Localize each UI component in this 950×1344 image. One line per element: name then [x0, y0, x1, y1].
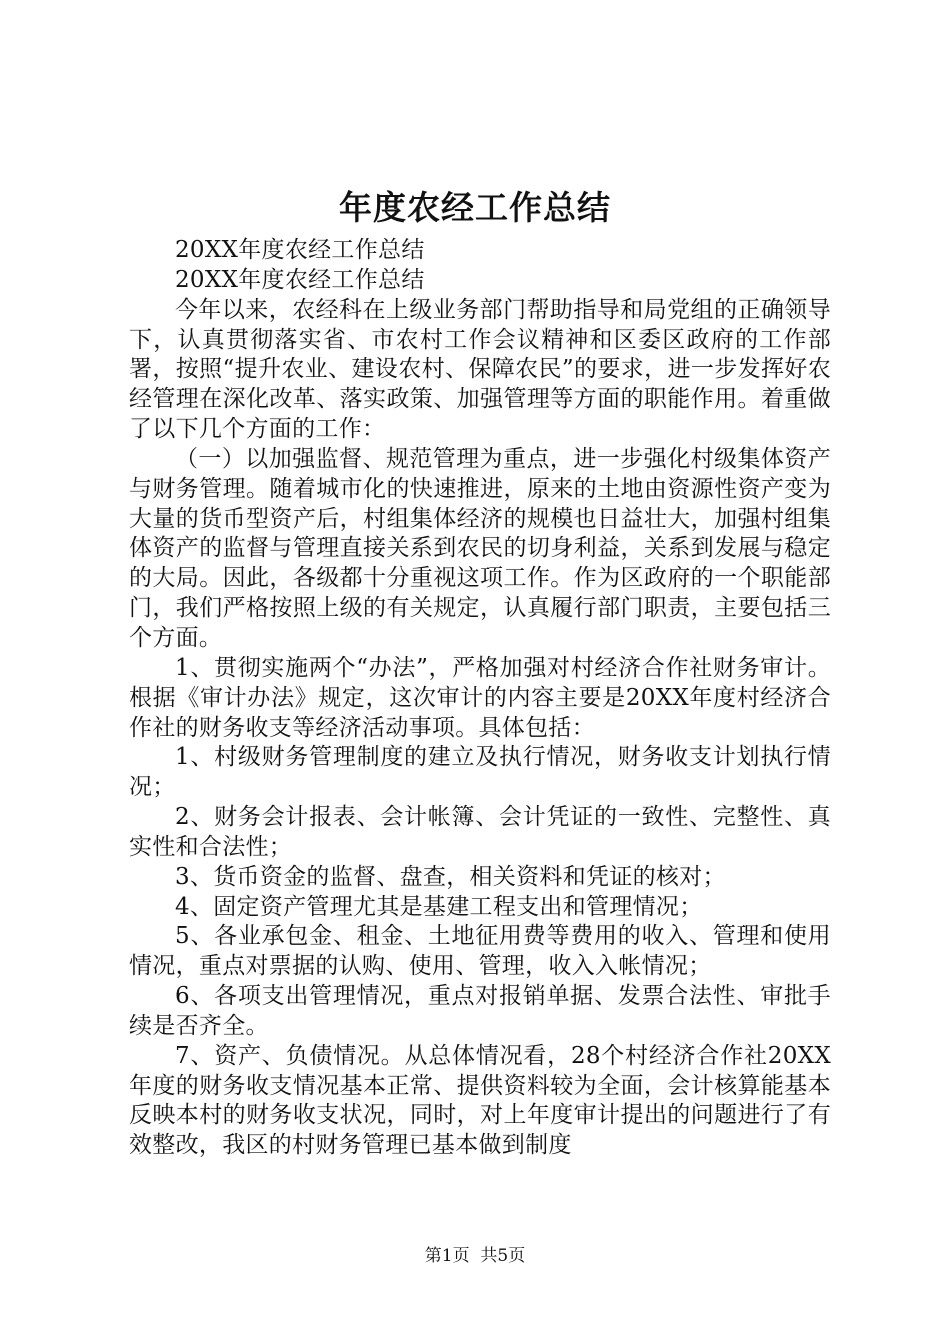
- paragraph: 6、各项支出管理情况，重点对报销单据、发票合法性、审批手续是否齐全。: [129, 983, 831, 1039]
- document-title: 年度农经工作总结: [339, 188, 611, 227]
- paragraph: 今年以来，农经科在上级业务部门帮助指导和局党组的正确领导下，认真贯彻落实省、市农村工作会议精神和区委区政府的工作部署，按照“提升农业、建设农村、保障农民”的要求，进一步发挥好农经管理在深化改革、落实政策、加强管理等方面的职能作用。着重做了以下几个方面的工作：: [129, 296, 831, 443]
- paragraph: （一）以加强监督、规范管理为重点，进一步强化村级集体资产与财务管理。随着城市化的快速推进，原来的土地由资源性资产变为大量的货币型资产后，村组集体经济的规模也日益壮大，加强村组集体资产的监督与管理直接关系到农民的切身利益，关系到发展与稳定的大局。因此，各级都十分重视这项工作。作为区政府的一个职能部门，我们严格按照上级的有关规定，认真履行部门职责，主要包括三个方面。: [129, 445, 831, 651]
- page-total: 共5页: [480, 1246, 526, 1266]
- paragraph: 2、财务会计报表、会计帐簿、会计凭证的一致性、完整性、真实性和合法性；: [129, 804, 831, 860]
- paragraph: 1、贯彻实施两个“办法”，严格加强对村经济合作社财务审计。根据《审计办法》规定，这次审计的内容主要是20XX年度村经济合作社的财务收支等经济活动事项。具体包括：: [129, 654, 831, 741]
- paragraph: 3、货币资金的监督、盘查，相关资料和凭证的核对；: [175, 863, 726, 890]
- paragraph: 7、资产、负债情况。从总体情况看，28个村经济合作社20XX年度的财务收支情况基本正常、提供资料较为全面，会计核算能基本反映本村的财务收支状况，同时，对上年度审计提出的问题进行了有效整改，我区的村财务管理已基本做到制度: [129, 1042, 831, 1159]
- paragraph: 4、固定资产管理尤其是基建工程支出和管理情况；: [175, 893, 703, 920]
- paragraph: 1、村级财务管理制度的建立及执行情况，财务收支计划执行情况；: [129, 744, 831, 801]
- paragraph: 20XX年度农经工作总结: [175, 266, 425, 293]
- document-body: [129, 236, 831, 1161]
- paragraph: 5、各业承包金、租金、土地征用费等费用的收入、管理和使用情况，重点对票据的认购、使用、管理，收入入帐情况；: [129, 923, 831, 980]
- paragraph: 20XX年度农经工作总结: [175, 237, 425, 263]
- page-number: 第1页: [424, 1246, 470, 1266]
- page-footer: [0, 1245, 950, 1267]
